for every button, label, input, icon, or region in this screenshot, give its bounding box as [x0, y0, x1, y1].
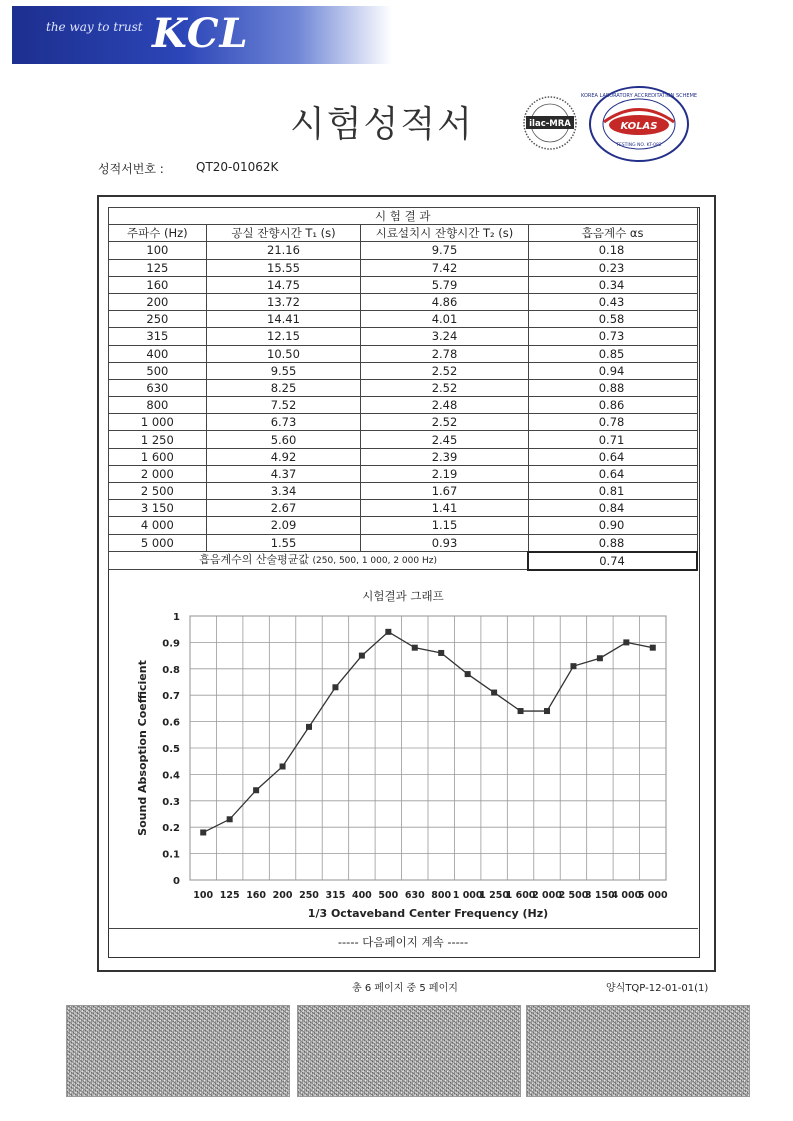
kolas-seal	[580, 85, 698, 163]
average-value: 0.74	[528, 552, 697, 570]
table-row	[109, 328, 698, 345]
svg-text:KOREA LABORATORY ACCREDITATION: KOREA LABORATORY ACCREDITATION SCHEME	[580, 93, 698, 99]
cell-frequency: 4 000	[109, 517, 207, 534]
cell-frequency: 1 250	[109, 431, 207, 448]
x-tick-label: 500	[378, 890, 399, 901]
cell-alpha: 0.90	[528, 517, 697, 534]
y-tick-label: 0.1	[162, 849, 180, 861]
x-tick-label: 1 600	[505, 890, 536, 901]
average-label	[109, 552, 529, 570]
table-row	[109, 293, 698, 310]
y-tick-label: 0.2	[162, 823, 180, 835]
x-tick-label: 5 000	[637, 890, 668, 901]
data-point	[491, 690, 497, 696]
cell-t2: 4.86	[361, 293, 528, 310]
cell-t2: 5.79	[361, 276, 528, 293]
cell-t1: 13.72	[206, 293, 361, 310]
form-number: 양식TQP-12-01-01(1)	[606, 983, 709, 994]
cell-t1: 10.50	[206, 345, 361, 362]
cell-frequency: 160	[109, 276, 207, 293]
cell-t1: 14.41	[206, 311, 361, 328]
x-tick-label: 400	[351, 890, 372, 901]
data-point	[385, 629, 391, 635]
cell-t1: 2.67	[206, 500, 361, 517]
data-point	[280, 763, 286, 769]
kcl-logo: KCL	[152, 10, 249, 57]
table-section-title: 시 험 결 과	[109, 208, 698, 225]
security-pattern-1	[66, 1005, 290, 1097]
cell-alpha: 0.34	[528, 276, 697, 293]
table-row	[109, 242, 698, 259]
col-header-alpha: 흡음계수 αs	[528, 225, 697, 242]
cell-alpha: 0.88	[528, 534, 697, 552]
cell-t2: 2.39	[361, 448, 528, 465]
cell-t1: 9.55	[206, 362, 361, 379]
cell-t2: 7.42	[361, 259, 528, 276]
cell-t1: 7.52	[206, 397, 361, 414]
cell-alpha: 0.73	[528, 328, 697, 345]
cell-t1: 8.25	[206, 379, 361, 396]
x-tick-label: 800	[431, 890, 452, 901]
cell-t2: 2.45	[361, 431, 528, 448]
table-row	[109, 465, 698, 482]
cell-alpha: 0.88	[528, 379, 697, 396]
col-header-frequency: 주파수 (Hz)	[109, 225, 207, 242]
cell-t2: 1.67	[361, 483, 528, 500]
data-point	[570, 663, 576, 669]
cell-t1: 3.34	[206, 483, 361, 500]
col-header-t1: 공실 잔향시간 T₁ (s)	[206, 225, 361, 242]
cell-t2: 2.48	[361, 397, 528, 414]
table-row	[109, 448, 698, 465]
table-row	[109, 259, 698, 276]
x-tick-label: 100	[193, 890, 214, 901]
cell-alpha: 0.94	[528, 362, 697, 379]
cell-t1: 2.09	[206, 517, 361, 534]
security-pattern-2	[297, 1005, 521, 1097]
cell-alpha: 0.86	[528, 397, 697, 414]
tagline: the way to trust	[46, 20, 143, 34]
cell-t1: 5.60	[206, 431, 361, 448]
results-table	[108, 207, 698, 571]
cell-frequency: 630	[109, 379, 207, 396]
data-point	[227, 816, 233, 822]
y-tick-label: 0.6	[162, 717, 180, 729]
svg-text:TESTING NO. KT-082: TESTING NO. KT-082	[616, 143, 662, 148]
data-point	[597, 655, 603, 661]
table-row	[109, 276, 698, 293]
x-tick-label: 2 500	[558, 890, 589, 901]
cell-frequency: 5 000	[109, 534, 207, 552]
y-tick-label: 0.5	[162, 744, 180, 755]
cell-frequency: 1 600	[109, 448, 207, 465]
data-point	[544, 708, 550, 714]
cell-t2: 2.78	[361, 345, 528, 362]
table-row	[109, 517, 698, 534]
cell-t2: 2.19	[361, 465, 528, 482]
cell-frequency: 2 500	[109, 483, 207, 500]
cell-t1: 1.55	[206, 534, 361, 552]
cell-frequency: 3 150	[109, 500, 207, 517]
cell-frequency: 800	[109, 397, 207, 414]
cell-alpha: 0.18	[528, 242, 697, 259]
average-row	[109, 552, 698, 570]
cell-t1: 14.75	[206, 276, 361, 293]
svg-text:ilac-MRA: ilac-MRA	[529, 119, 571, 129]
cell-alpha: 0.71	[528, 431, 697, 448]
cell-t2: 1.15	[361, 517, 528, 534]
y-tick-label: 0.4	[162, 770, 180, 782]
x-tick-label: 200	[272, 890, 293, 901]
data-point	[332, 684, 338, 690]
y-tick-label: 1	[173, 612, 180, 623]
svg-text:KOLAS: KOLAS	[620, 121, 658, 132]
col-header-t2: 시료설치시 잔향시간 T₂ (s)	[361, 225, 528, 242]
y-tick-label: 0	[173, 876, 180, 887]
cell-t1: 15.55	[206, 259, 361, 276]
table-row	[109, 431, 698, 448]
table-row	[109, 362, 698, 379]
cell-frequency: 100	[109, 242, 207, 259]
y-tick-label: 0.8	[162, 664, 180, 676]
table-row	[109, 397, 698, 414]
cell-t1: 4.92	[206, 448, 361, 465]
security-pattern-3	[526, 1005, 750, 1097]
y-tick-label: 0.9	[162, 638, 180, 650]
data-point	[465, 671, 471, 677]
x-tick-label: 125	[219, 890, 240, 901]
data-point	[518, 708, 524, 714]
data-point	[623, 639, 629, 645]
ilac-mra-logo	[522, 95, 578, 151]
cell-alpha: 0.43	[528, 293, 697, 310]
x-tick-label: 3 150	[585, 890, 615, 901]
cell-frequency: 1 000	[109, 414, 207, 431]
page-title: 시험성적서	[290, 104, 474, 145]
table-row	[109, 311, 698, 328]
cell-alpha: 0.85	[528, 345, 697, 362]
cell-t1: 6.73	[206, 414, 361, 431]
cell-t2: 4.01	[361, 311, 528, 328]
continue-note: ----- 다음페이지 계속 -----	[108, 928, 698, 956]
cert-number-label: 성적서번호 :	[98, 162, 164, 176]
data-point	[306, 724, 312, 730]
cell-t2: 0.93	[361, 534, 528, 552]
x-tick-label: 4 000	[611, 890, 642, 901]
cell-alpha: 0.23	[528, 259, 697, 276]
x-axis-label: 1/3 Octaveband Center Frequency (Hz)	[307, 907, 549, 920]
table-row	[109, 379, 698, 396]
cell-alpha: 0.81	[528, 483, 697, 500]
y-tick-label: 0.7	[162, 691, 180, 703]
cell-frequency: 2 000	[109, 465, 207, 482]
data-point	[650, 645, 656, 651]
cell-t2: 9.75	[361, 242, 528, 259]
cell-t2: 3.24	[361, 328, 528, 345]
cell-frequency: 400	[109, 345, 207, 362]
cert-number-value: QT20-01062K	[196, 160, 279, 174]
table-row	[109, 483, 698, 500]
x-tick-label: 2 000	[532, 890, 562, 901]
x-tick-label: 1 000	[452, 890, 483, 901]
graph-title: 시험결과 그래프	[362, 589, 444, 603]
cell-alpha: 0.84	[528, 500, 697, 517]
cell-t1: 21.16	[206, 242, 361, 259]
table-row	[109, 500, 698, 517]
absorption-chart	[108, 600, 698, 928]
average-label-text: 흡음계수의 산술평균값	[199, 553, 310, 567]
cell-alpha: 0.58	[528, 311, 697, 328]
table-header-row	[109, 225, 698, 242]
cell-alpha: 0.64	[528, 465, 697, 482]
cell-t2: 2.52	[361, 362, 528, 379]
data-point	[412, 645, 418, 651]
table-row	[109, 345, 698, 362]
cell-frequency: 315	[109, 328, 207, 345]
cell-alpha: 0.78	[528, 414, 697, 431]
data-point	[200, 829, 206, 835]
average-note: (250, 500, 1 000, 2 000 Hz)	[312, 556, 437, 567]
cell-t2: 2.52	[361, 414, 528, 431]
header-banner	[12, 6, 392, 64]
x-tick-label: 1 250	[479, 890, 509, 901]
page-count: 총 6 페이지 중 5 페이지	[352, 983, 458, 994]
cell-t2: 1.41	[361, 500, 528, 517]
cell-alpha: 0.64	[528, 448, 697, 465]
cell-t1: 12.15	[206, 328, 361, 345]
y-tick-label: 0.3	[162, 796, 180, 808]
data-point	[438, 650, 444, 656]
cell-frequency: 125	[109, 259, 207, 276]
table-row	[109, 414, 698, 431]
x-tick-label: 250	[299, 890, 319, 901]
table-title-row	[109, 208, 698, 225]
cell-frequency: 250	[109, 311, 207, 328]
data-point	[253, 787, 259, 793]
cell-t1: 4.37	[206, 465, 361, 482]
x-tick-label: 315	[325, 890, 346, 901]
cell-frequency: 500	[109, 362, 207, 379]
table-row	[109, 534, 698, 552]
x-tick-label: 630	[404, 890, 425, 901]
y-axis-label: Sound Absoption Coefficient	[136, 660, 149, 836]
cell-frequency: 200	[109, 293, 207, 310]
cell-t2: 2.52	[361, 379, 528, 396]
data-point	[359, 653, 365, 659]
x-tick-label: 160	[246, 890, 267, 901]
